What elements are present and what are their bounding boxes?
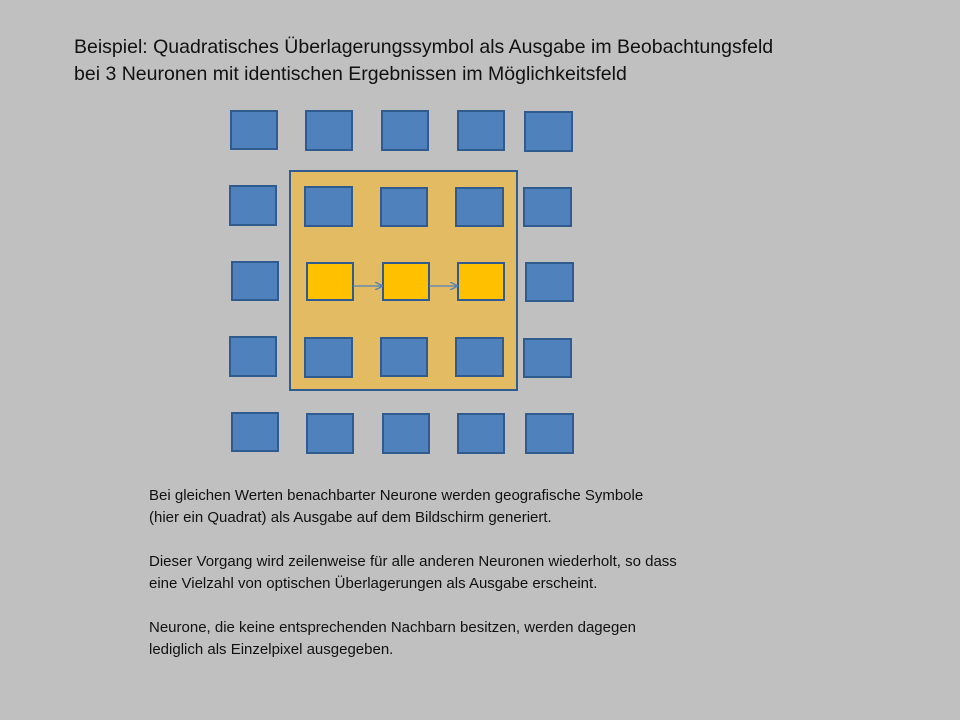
neuron-r1-c2	[306, 111, 352, 150]
neuron-r1-c3	[382, 111, 428, 150]
title-line-2: bei 3 Neuronen mit identischen Ergebnissen im Möglichkeitsfeld	[74, 63, 627, 85]
caption-p2-line2: eine Vielzahl von optischen Überlagerungen als Ausgabe erscheint.	[149, 575, 598, 592]
neuron-r4-c1	[230, 337, 276, 376]
caption-p1-line1: Bei gleichen Werten benachbarter Neurone werden geografische Symbole	[149, 487, 644, 504]
neuron-r2-c1	[230, 186, 276, 225]
neuron-r2-c3	[381, 188, 427, 226]
active-neuron-2	[383, 263, 429, 300]
neuron-r1-c5	[525, 112, 572, 151]
caption-p2-line1: Dieser Vorgang wird zeilenweise für alle anderen Neuronen wiederholt, so dass	[149, 553, 677, 570]
neuron-r3-c5	[526, 263, 573, 301]
explanation-text	[149, 485, 849, 683]
caption-p3-line1: Neurone, die keine entsprechenden Nachbarn besitzen, werden dagegen	[149, 619, 637, 636]
neuron-r4-c5	[524, 339, 571, 377]
neuron-r2-c5	[524, 188, 571, 226]
active-neuron-3	[458, 263, 504, 300]
neuron-r2-c4	[456, 188, 503, 226]
neuron-r4-c2	[305, 338, 352, 377]
neuron-r4-c4	[456, 338, 503, 376]
neuron-r1-c1	[231, 111, 277, 149]
caption-p3-line2: lediglich als Einzelpixel ausgegeben.	[149, 641, 394, 658]
title-line-1: Beispiel: Quadratisches Überlagerungssymbol als Ausgabe im Beobachtungsfeld	[74, 36, 774, 58]
caption-paragraph-2	[149, 551, 849, 595]
neuron-r5-c2	[307, 414, 353, 453]
neuron-r1-c4	[458, 111, 504, 150]
neuron-r5-c3	[383, 414, 429, 453]
neuron-r5-c4	[458, 414, 504, 453]
neuron-r3-c1	[232, 262, 278, 300]
caption-paragraph-1	[149, 485, 849, 529]
neuron-r4-c3	[381, 338, 427, 376]
active-neuron-1	[307, 263, 353, 300]
neuron-r5-c1	[232, 413, 278, 451]
caption-paragraph-3	[149, 617, 849, 661]
neuron-r2-c2	[305, 187, 352, 226]
caption-p1-line2: (hier ein Quadrat) als Ausgabe auf dem Bildschirm generiert.	[149, 509, 552, 526]
neuron-r5-c5	[526, 414, 573, 453]
